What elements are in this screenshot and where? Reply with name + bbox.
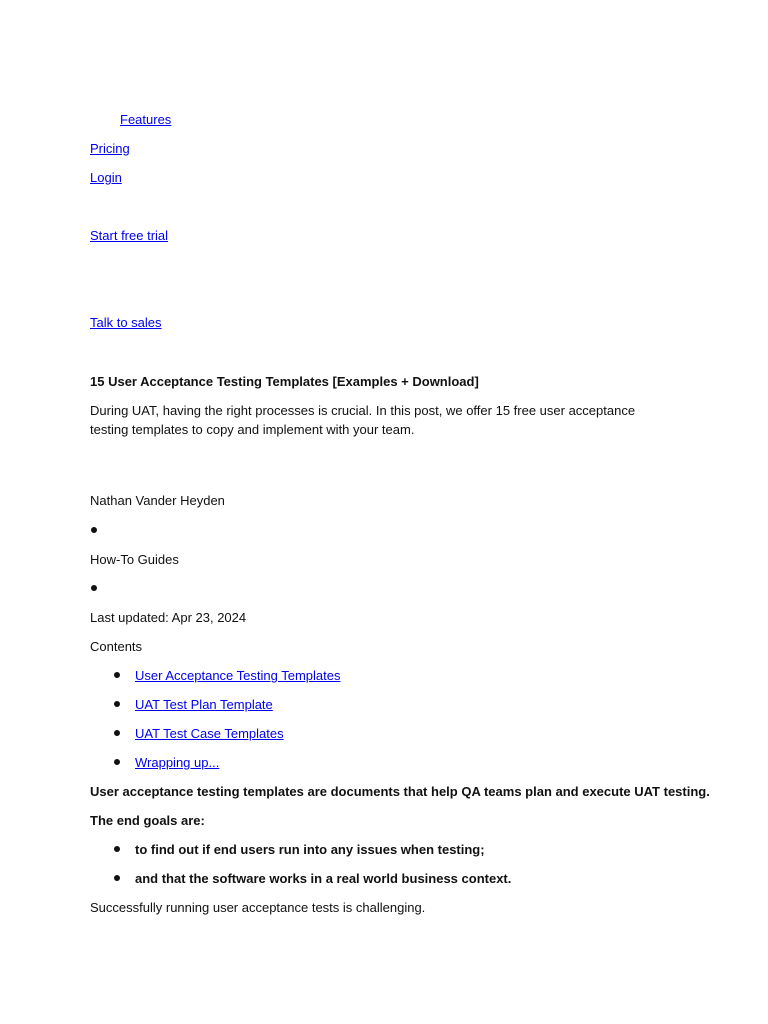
definition-paragraph: User acceptance testing templates are documents that help QA teams plan and execute UAT testing. — [90, 784, 710, 799]
author-name: Nathan Vander Heyden — [90, 493, 225, 508]
category-label: How-To Guides — [90, 552, 179, 567]
toc-link-wrapping-up[interactable]: Wrapping up... — [135, 755, 220, 770]
nav-features-link[interactable]: Features — [120, 112, 172, 127]
list-bullet — [114, 875, 120, 881]
goal-item: to find out if end users run into any issues when testing; — [135, 842, 485, 857]
list-bullet — [114, 730, 120, 736]
goals-heading: The end goals are: — [90, 813, 205, 828]
list-bullet — [114, 672, 120, 678]
list-bullet — [114, 701, 120, 707]
closing-paragraph: Successfully running user acceptance tests is challenging. — [90, 900, 426, 915]
toc-link-uat-templates[interactable]: User Acceptance Testing Templates — [135, 668, 341, 683]
nav-login-link[interactable]: Login — [90, 170, 122, 185]
contents-heading: Contents — [90, 639, 143, 654]
last-updated: Last updated: Apr 23, 2024 — [90, 610, 247, 625]
toc-link-test-plan[interactable]: UAT Test Plan Template — [135, 697, 273, 712]
article-intro: During UAT, having the right processes is crucial. In this post, we offer 15 free user acceptance testing templates to copy and implement with your team. — [90, 403, 636, 437]
goal-item: and that the software works in a real world business context. — [135, 871, 512, 886]
separator-bullet — [91, 527, 97, 533]
article-title: 15 User Acceptance Testing Templates [Examples + Download] — [90, 374, 479, 389]
start-free-trial-link[interactable]: Start free trial — [90, 228, 169, 243]
list-bullet — [114, 846, 120, 852]
nav-pricing-link[interactable]: Pricing — [90, 141, 130, 156]
separator-bullet — [91, 585, 97, 591]
talk-to-sales-link[interactable]: Talk to sales — [90, 315, 162, 330]
list-bullet — [114, 759, 120, 765]
toc-link-test-cases[interactable]: UAT Test Case Templates — [135, 726, 284, 741]
